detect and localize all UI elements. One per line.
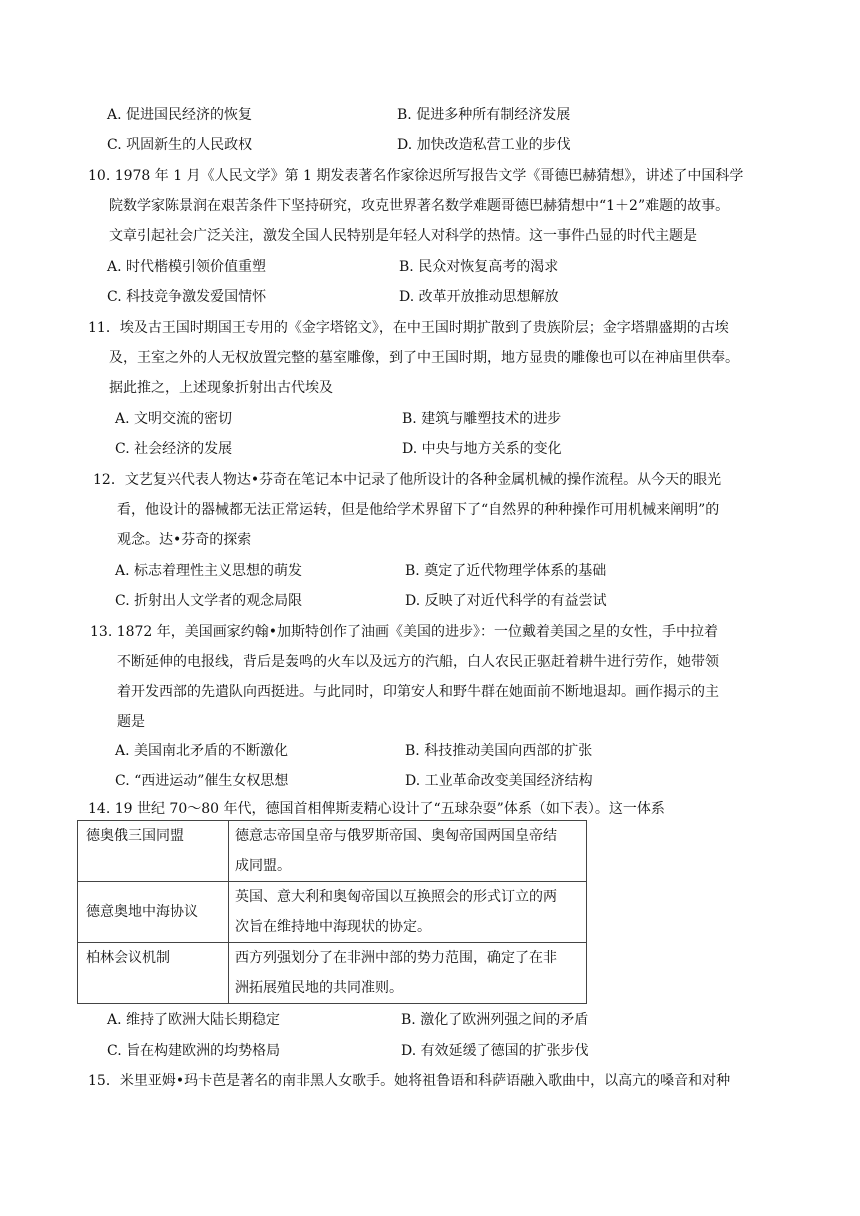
table-cell-name: 德奥俄三国同盟 bbox=[78, 821, 229, 882]
q10-option-c: C. 科技竞争激发爱国情怀 bbox=[107, 289, 267, 305]
q10-stem-line-2: 院数学家陈景润在艰苦条件下坚持研究，攻克世界著名数学难题哥德巴赫猜想中“1＋2”难题的故事。 bbox=[109, 198, 730, 214]
q11-stem-line-1: 11．埃及古王国时期国王专用的《金字塔铭文》，在中王国时期扩散到了贵族阶层；金字塔鼎盛期的古埃 bbox=[88, 320, 729, 336]
q12-stem-line-3: 观念。达•芬奇的探索 bbox=[117, 532, 252, 548]
q11-stem-line-3: 据此推之，上述现象折射出古代埃及 bbox=[109, 380, 333, 396]
five-ball-table bbox=[77, 820, 587, 1004]
q10-option-a: A. 时代楷模引领价值重塑 bbox=[107, 259, 267, 275]
table-cell-desc bbox=[229, 821, 587, 882]
q14-option-d: D. 有效延缓了德国的扩张步伐 bbox=[401, 1043, 589, 1059]
q12-option-b: B. 奠定了近代物理学体系的基础 bbox=[405, 563, 607, 579]
q12-stem-line-1: 12．文艺复兴代表人物达•芬奇在笔记本中记录了他所设计的各种金属机械的操作流程。从今天的眼光 bbox=[93, 472, 722, 488]
table-cell-desc bbox=[229, 882, 587, 943]
q11-option-a: A. 文明交流的密切 bbox=[115, 411, 233, 427]
q13-option-a: A. 美国南北矛盾的不断激化 bbox=[115, 743, 289, 759]
q12-option-c: C. 折射出人文学者的观念局限 bbox=[115, 593, 303, 609]
table-row bbox=[78, 882, 587, 943]
q11-option-d: D. 中央与地方关系的变化 bbox=[402, 441, 562, 457]
q10-stem-line-1: 10. 1978 年 1 月《人民文学》第 1 期发表著名作家徐迟所写报告文学《哥德巴赫猜想》，讲述了中国科学 bbox=[88, 168, 744, 184]
q10-stem-line-3: 文章引起社会广泛关注，激发全国人民特别是年轻人对科学的热情。这一事件凸显的时代主题是 bbox=[109, 228, 697, 244]
table-cell-name: 德意奥地中海协议 bbox=[78, 882, 229, 943]
q13-stem-line-3: 着开发西部的先遣队向西挺进。与此同时，印第安人和野牛群在她面前不断地退却。画作揭示的主 bbox=[117, 684, 719, 700]
q11-stem-line-2: 及，王室之外的人无权放置完整的墓室雕像，到了中王国时期，地方显贵的雕像也可以在神庙里供奉。 bbox=[109, 350, 739, 366]
table-cell-name: 柏林会议机制 bbox=[78, 943, 229, 1004]
q14-option-c: C. 旨在构建欧洲的均势格局 bbox=[107, 1043, 281, 1059]
q10-option-d: D. 改革开放推动思想解放 bbox=[399, 289, 559, 305]
table-cell-desc bbox=[229, 943, 587, 1004]
table-row bbox=[78, 821, 587, 882]
q12-option-a: A. 标志着理性主义思想的萌发 bbox=[115, 563, 303, 579]
q11-option-b: B. 建筑与雕塑技术的进步 bbox=[402, 411, 562, 427]
q14-stem-line-1: 14. 19 世纪 70～80 年代，德国首相俾斯麦精心设计了“五球杂耍”体系（如下表）。这一体系 bbox=[88, 801, 665, 817]
table-cell-desc-line: 英国、意大利和奥匈帝国以互换照会的形式订立的两 bbox=[235, 889, 557, 905]
q13-stem-line-4: 题是 bbox=[117, 714, 145, 730]
q13-option-d: D. 工业革命改变美国经济结构 bbox=[405, 773, 593, 789]
q12-stem-line-2: 看，他设计的器械都无法正常运转，但是他给学术界留下了“自然界的种种操作可用机械来阐明”的 bbox=[117, 502, 720, 518]
table-cell-desc-line: 次旨在维持地中海现状的协定。 bbox=[235, 919, 431, 935]
q13-stem-line-1: 13. 1872 年，美国画家约翰•加斯特创作了油画《美国的进步》：一位戴着美国之星的女性，手中拉着 bbox=[90, 624, 719, 640]
q13-option-b: B. 科技推动美国向西部的扩张 bbox=[405, 743, 593, 759]
q12-option-d: D. 反映了对近代科学的有益尝试 bbox=[405, 593, 607, 609]
q14-option-a: A. 维持了欧洲大陆长期稳定 bbox=[107, 1012, 281, 1028]
q9-option-c: C. 巩固新生的人民政权 bbox=[107, 137, 253, 153]
q9-option-b: B. 促进多种所有制经济发展 bbox=[397, 107, 571, 123]
q11-option-c: C. 社会经济的发展 bbox=[115, 441, 233, 457]
table-cell-desc-line: 德意志帝国皇帝与俄罗斯帝国、奥匈帝国两国皇帝结 bbox=[235, 828, 557, 844]
table-cell-desc-line: 西方列强划分了在非洲中部的势力范围，确定了在非 bbox=[235, 950, 557, 966]
q13-option-c: C. “西进运动”催生女权思想 bbox=[115, 773, 289, 789]
table-cell-desc-line: 洲拓展殖民地的共同准则。 bbox=[235, 980, 403, 996]
table-row bbox=[78, 943, 587, 1004]
q9-option-a: A. 促进国民经济的恢复 bbox=[107, 107, 253, 123]
q10-option-b: B. 民众对恢复高考的渴求 bbox=[399, 259, 559, 275]
q13-stem-line-2: 不断延伸的电报线，背后是轰鸣的火车以及远方的汽船，白人农民正驱赶着耕牛进行劳作，她带领 bbox=[117, 654, 719, 670]
q9-option-d: D. 加快改造私营工业的步伐 bbox=[397, 137, 571, 153]
table-cell-desc-line: 成同盟。 bbox=[235, 858, 291, 874]
q14-option-b: B. 激化了欧洲列强之间的矛盾 bbox=[401, 1012, 589, 1028]
q15-stem-line-1: 15．米里亚姆•玛卡芭是著名的南非黑人女歌手。她将祖鲁语和科萨语融入歌曲中，以高亢的嗓音和对种 bbox=[88, 1073, 731, 1089]
